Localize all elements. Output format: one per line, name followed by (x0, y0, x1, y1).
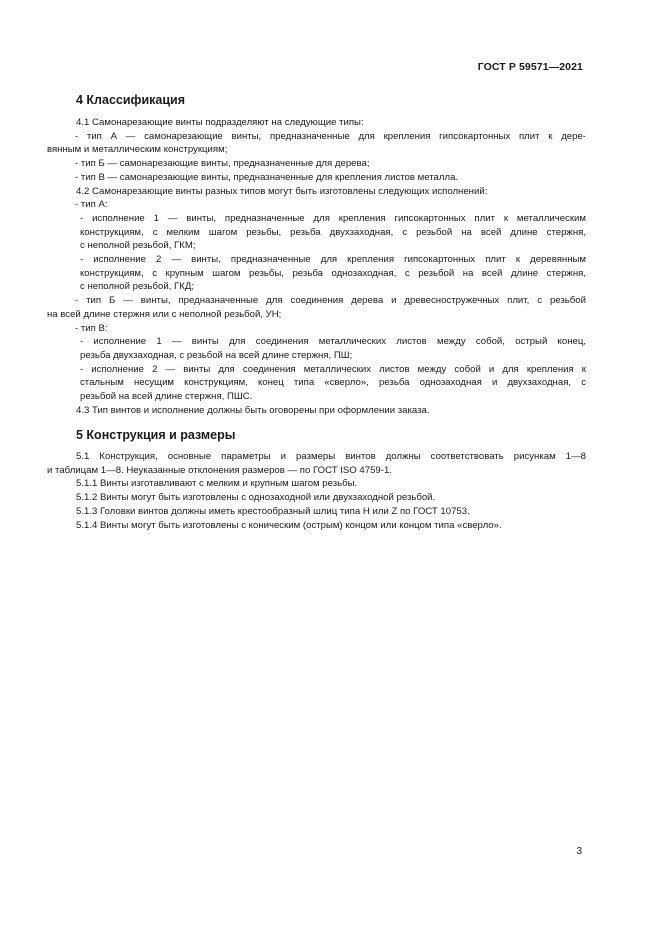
document-number: ГОСТ Р 59571—2021 (477, 61, 583, 73)
type-v-line: - тип В — самонарезающие винты, предназначенные для крепления листов металла. (75, 171, 459, 183)
variant-2-line-1: - исполнение 2 — винты, предназначенные для крепления гипсокартонных плит к деревянным (80, 254, 586, 266)
clause-5-1-line-1: 5.1 Конструкция, основные параметры и размеры винтов должны соответствовать рисункам 1—8 (76, 451, 586, 462)
type-a-heading: - тип А: (75, 199, 108, 211)
section-4-title: 4 Классификация (76, 93, 186, 107)
type-a-line-2: вянным и металлическим конструкциям; (47, 144, 228, 156)
type-v-heading: - тип В: (75, 322, 108, 334)
clause-4-1: 4.1 Самонарезающие винты подразделяют на следующие типы: (76, 117, 364, 128)
clause-5-1-2: 5.1.2 Винты могут быть изготовлены с однозаходной или двухзаходной резьбой. (76, 492, 436, 504)
variant-2-line-3: с неполной резьбой, ГКД; (80, 281, 194, 293)
type-v-variant-1-line-2: резьба двухзаходная, с резьбой на всей длине стержня, ПШ; (80, 349, 353, 361)
section-5-title: 5 Конструкция и размеры (76, 428, 236, 442)
clause-4-3: 4.3 Тип винтов и исполнение должны быть оговорены при оформлении заказа. (76, 404, 430, 416)
section-5-body (47, 450, 586, 532)
clause-5-1-line-2: и таблицам 1—8. Неуказанные отклонения размеров — по ГОСТ ISO 4759-1. (47, 464, 392, 476)
clause-5-1-4: 5.1.4 Винты могут быть изготовлены с коническим (острым) концом или концом типа «сверло». (76, 519, 502, 531)
clause-5-1-1: 5.1.1 Винты изготавливают с мелким и крупным шагом резьбы. (76, 478, 358, 490)
type-b-variant-line-2: на всей длине стержня или с неполной резьбой, УН; (47, 308, 282, 320)
variant-2-line-2: конструкциям, с крупным шагом резьбы, резьба однозаходная, с резьбой на всей длине стержня, (80, 267, 586, 279)
type-v-variant-2-line-2: стальным несущим конструкциям, конец типа «сверло», резьба однозаходная и двухзаходная, с (80, 377, 586, 389)
type-v-variant-2-line-3: резьбой на всей длине стержня, ПШС. (80, 391, 253, 403)
type-a-line-1: - тип А — самонарезающие винты, предназначенные для крепления гипсокартонных плит к дере- (75, 130, 586, 142)
variant-1-line-2: конструкциям, с мелким шагом резьбы, резьба двухзаходная, с резьбой на всей длине стержня, (80, 226, 586, 238)
variant-1-line-3: с неполной резьбой, ГКМ; (80, 240, 196, 252)
section-4-body (47, 116, 586, 417)
type-v-variant-2-line-1: - исполнение 2 — винты для соединения металлических листов между собой и для крепления к (80, 363, 586, 375)
clause-4-2: 4.2 Самонарезающие винты разных типов могут быть изготовлены следующих исполнений: (76, 185, 488, 197)
variant-1-line-1: - исполнение 1 — винты, предназначенные для крепления гипсокартонных плит к металлическим (80, 212, 586, 224)
type-b-variant-line-1: - тип Б — винты, предназначенные для соединения дерева и древесностружечных плит, с резьбой (75, 295, 586, 307)
type-v-variant-1-line-1: - исполнение 1 — винты для соединения металлических листов между собой, острый конец, (80, 336, 586, 348)
page-number: 3 (576, 846, 582, 857)
clause-5-1-3: 5.1.3 Головки винтов должны иметь крестообразный шлиц типа H или Z по ГОСТ 10753. (76, 505, 470, 517)
type-b-line: - тип Б — самонарезающие винты, предназначенные для дерева; (75, 158, 370, 170)
